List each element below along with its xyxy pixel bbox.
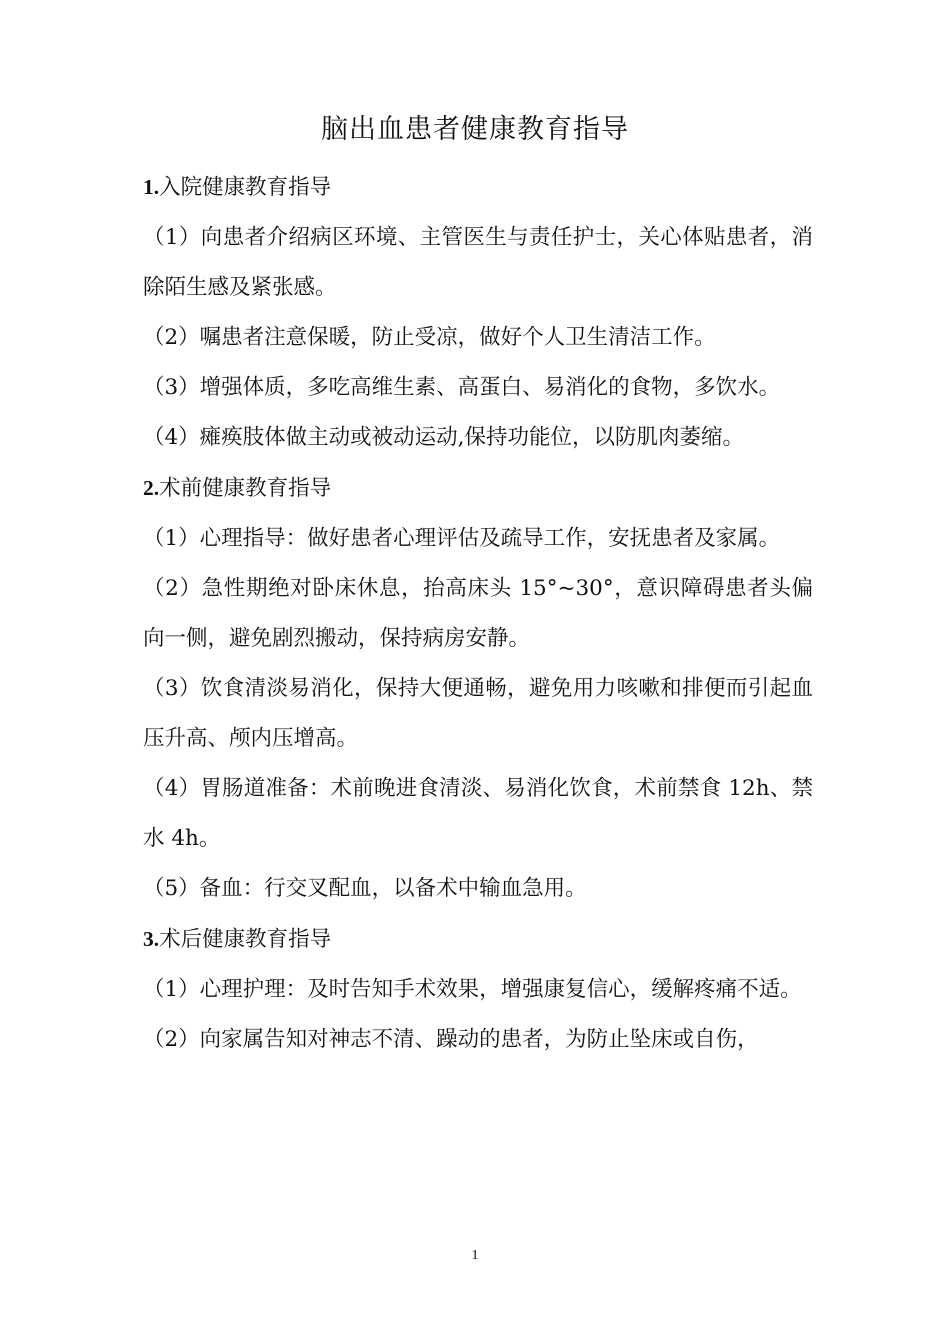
section-heading-text: 术后健康教育指导 [159,927,332,952]
page-title: 脑出血患者健康教育指导 [321,114,629,145]
paragraph: （4）瘫痪肢体做主动或被动运动,保持功能位，以防肌肉萎缩。 [143,425,745,450]
paragraph: （1）心理指导：做好患者心理评估及疏导工作，安抚患者及家属。 [143,526,781,551]
page-number: 1 [471,1248,479,1263]
paragraph: （4）胃肠道准备：术前晚进食清淡、易消化饮食，术前禁食 12h、禁水 4h。 [143,776,813,851]
paragraph: （3）饮食清淡易消化，保持大便通畅，避免用力咳嗽和排便而引起血压升高、颅内压增高。 [143,676,813,751]
section-heading [143,463,813,514]
paragraph: （1）心理护理：及时告知手术效果，增强康复信心，缓解疼痛不适。 [143,977,802,1002]
paragraph: （5）备血：行交叉配血，以备术中输血急用。 [143,876,587,901]
section-number: 1. [143,175,160,199]
paragraph: （2）向家属告知对神志不清、躁动的患者，为防止坠床或自伤， [143,1027,759,1052]
document-body [143,162,813,1065]
section-heading [143,162,813,213]
section-heading-text: 术前健康教育指导 [159,476,332,501]
section-number: 3. [143,927,160,951]
paragraph: （2）急性期绝对卧床休息，抬高床头 15°~30°，意识障碍患者头偏向一侧，避免剧烈搬动，保持病房安静。 [143,576,813,651]
section-heading [143,914,813,965]
section-heading-text: 入院健康教育指导 [159,175,332,200]
paragraph: （2）嘱患者注意保暖，防止受凉，做好个人卫生清洁工作。 [143,325,716,350]
paragraph: （1）向患者介绍病区环境、主管医生与责任护士，关心体贴患者，消除陌生感及紧张感。 [143,225,813,300]
paragraph: （3）增强体质，多吃高维生素、高蛋白、易消化的食物，多饮水。 [143,375,781,400]
section-number: 2. [143,476,160,500]
